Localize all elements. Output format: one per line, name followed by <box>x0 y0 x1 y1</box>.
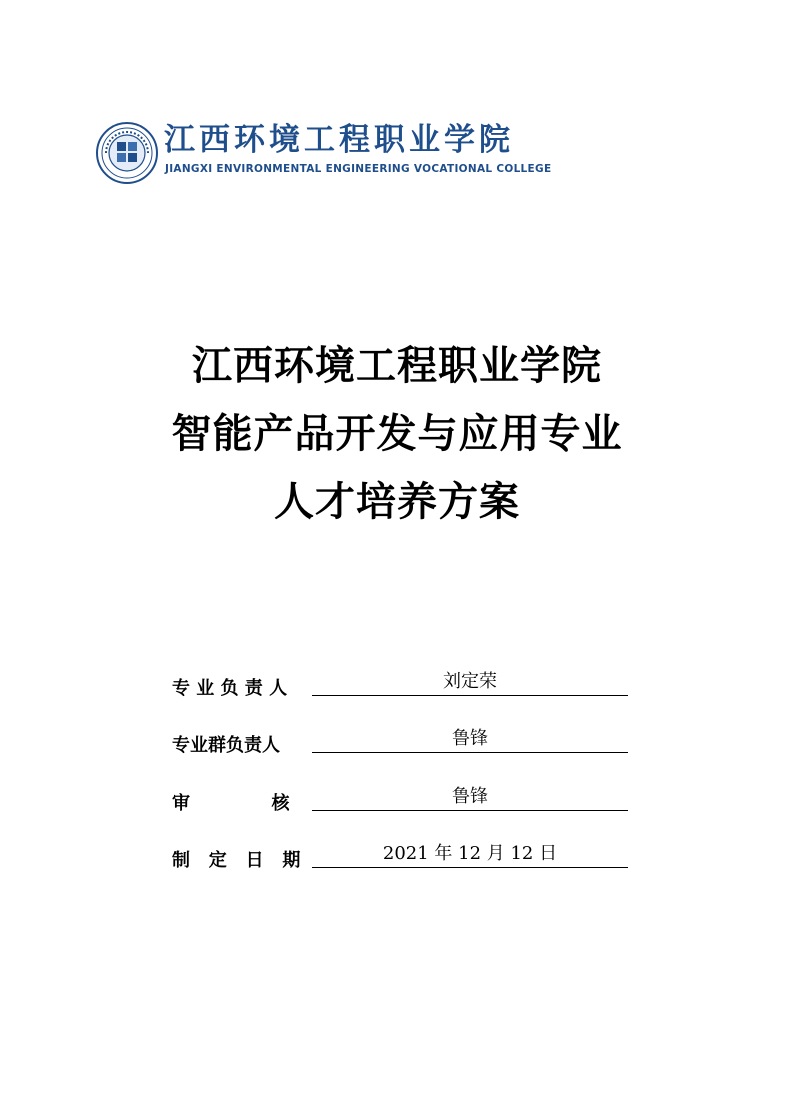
info-label-reviewer: 审 核 <box>172 793 290 814</box>
info-label-group-lead: 专业群负责人 <box>172 735 280 756</box>
info-label-major-lead: 专 业 负 责 人 <box>172 678 288 699</box>
info-value-major-lead: 刘定荣 <box>443 671 497 692</box>
college-seal-icon <box>96 122 158 184</box>
info-label-date: 制 定 日 期 <box>172 850 301 871</box>
info-field-group-lead <box>312 725 628 753</box>
title-line-major: 智能产品开发与应用专业 <box>171 410 623 457</box>
title-line-plan: 人才培养方案 <box>274 478 520 525</box>
info-field-major-lead <box>312 668 628 696</box>
info-row-reviewer <box>172 783 632 813</box>
college-name-cn: 江西环境工程职业学院 <box>164 122 514 158</box>
info-value-date: 2021 年 12 月 12 日 <box>382 843 558 864</box>
title-line-college: 江西环境工程职业学院 <box>192 342 602 389</box>
info-row-group-lead <box>172 725 632 755</box>
college-name-en: JIANGXI ENVIRONMENTAL ENGINEERING VOCATIONAL COLLEGE <box>165 163 552 175</box>
info-value-reviewer: 鲁锋 <box>452 786 488 807</box>
info-row-date <box>172 840 632 870</box>
college-logo <box>96 120 556 186</box>
info-field-reviewer <box>312 783 628 811</box>
info-row-major-lead <box>172 668 632 698</box>
document-title <box>0 332 794 536</box>
info-field-date <box>312 840 628 868</box>
info-value-group-lead: 鲁锋 <box>452 728 488 749</box>
